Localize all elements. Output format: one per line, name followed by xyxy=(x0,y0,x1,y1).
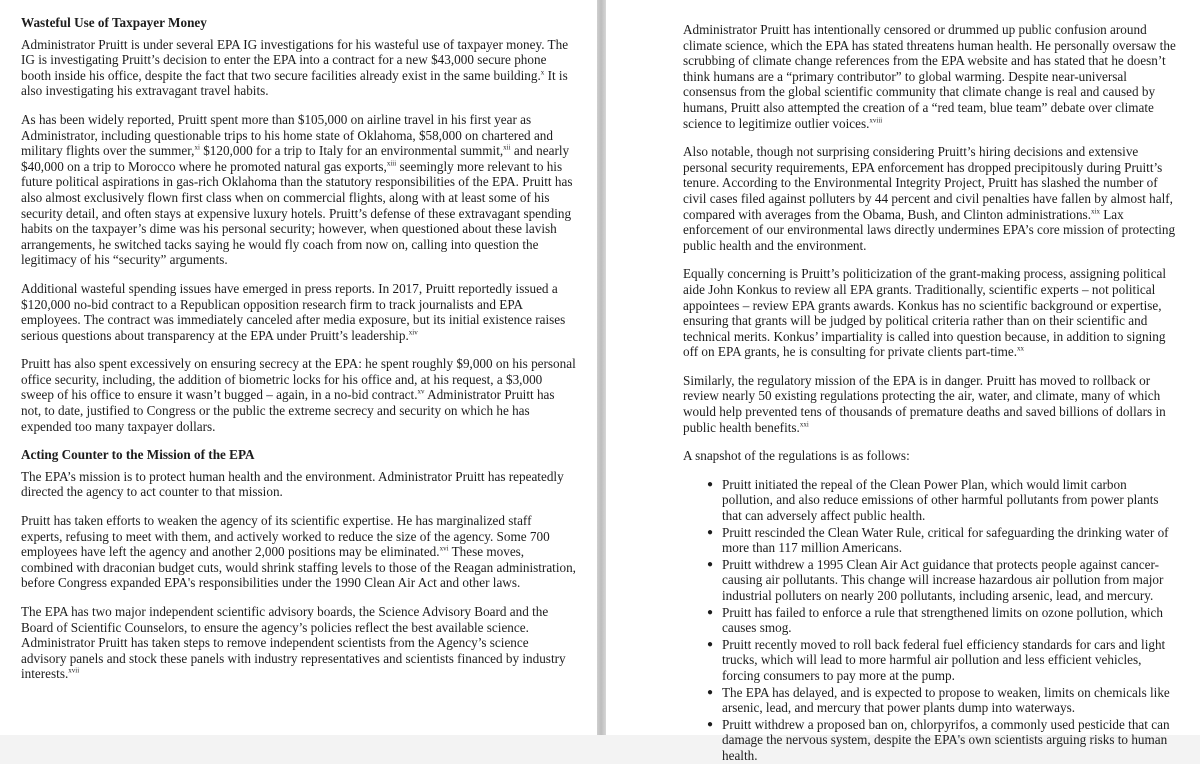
left-page xyxy=(0,0,597,735)
paragraph-climate-science: Administrator Pruitt has intentionally censored or drummed up public confusion around climate science, which the EPA has stated threatens human health. He personally oversaw the scrubbing of climate change references from the EPA website and has stated that he doesn’t think humans are a “primary contributor” to global warming. Despite near-universal consensus from the global scientific community that climate change is real and caused by humans, Pruitt also attempted the creation of a “red team, blue team” debate over climate science to legitimize outlier voices.$^{xviii}$ xyxy=(683,22,1176,131)
paragraph-scientific-expertise: Pruitt has taken efforts to weaken the agency of its scientific expertise. He has marginalized staff experts, refusing to meet with them, and actively worked to reduce the size of the agency. Some 700 employees have left the agency and another 2,000 positions may be eliminated.$^{xvi}$ These moves, combined with draconian budget cuts, would shrink staffing levels to those of the Reagan administration, before Congress expanded EPA's responsibilities under the 1990 Clean Air Act and other laws. xyxy=(21,513,576,591)
paragraph-travel-spending: As has been widely reported, Pruitt spent more than $105,000 on airline travel in his first year as Administrator, including questionable trips to his home state of Oklahoma, $58,000 on chartered and military flights over the summer,$^{xi}$ $120,000 for a trip to Italy for an environmental summit,$^{xii}$ and nearly $40,000 on a trip to Morocco where he promoted natural gas exports,$^{xiii}$ seemingly more relevant to his future political aspirations in gas-rich Oklahoma than the statutory responsibilities of the EPA. Pruitt has also almost exclusively flown first class when on commercial flights, along with at least some of his security detail, and often stays at expensive luxury hotels. Pruitt’s defense of these extravagant spending habits on the taxpayer’s dime was his personal security; however, when questioned about these lavish arrangements, he switched tacks saying he would fly coach from now on, calling into question the legitimacy of his “security” arguments. xyxy=(21,111,573,268)
heading-acting-counter: Acting Counter to the Mission of the EPA xyxy=(21,447,255,463)
footnote-ref: xiii xyxy=(386,159,397,168)
bullet-icon: ● xyxy=(707,686,714,698)
heading-wasteful-use: Wasteful Use of Taxpayer Money xyxy=(21,15,207,30)
bullet-icon: ● xyxy=(707,558,714,570)
bullet-icon: ● xyxy=(707,526,714,538)
footnote-ref: xix xyxy=(1091,207,1100,216)
footnote-ref: xv xyxy=(417,388,425,397)
regulations-list xyxy=(683,477,1182,764)
list-item: ● Pruitt rescinded the Clean Water Rule, critical for safeguarding the drinking water of more than 117 million Americans. xyxy=(707,524,1169,556)
list-item: ● Pruitt has failed to enforce a rule that strengthened limits on ozone pollution, which causes smog. xyxy=(707,604,1163,636)
page-gutter xyxy=(597,0,606,735)
paragraph-grant-politicization: Equally concerning is Pruitt’s politicization of the grant-making process, assigning political aide John Konkus to review all EPA grants. Traditionally, scientific experts – not political appointees – review EPA grants awards. Konkus has no scientific background or expertise, ensuring that grants will be judged by political criteria rather than on their scientific and technical merits. Konkus’ impartiality is called into question because, in addition to signing off on EPA grants, he is consulting for private clients part-time.$^{xx}$ xyxy=(683,266,1167,360)
list-item: ● Pruitt withdrew a 1995 Clean Air Act guidance that protects people against cancer-causing air pollutants. This change will increase hazardous air pollution from major industrial polluters on nearly 200 pollutants, including arsenic, lead, and mercury. xyxy=(707,556,1164,603)
footnote-ref: xvi xyxy=(439,544,449,553)
paragraph-ig-investigations: Administrator Pruitt is under several EPA IG investigations for his wasteful use of taxpayer money. The IG is investigating Pruitt’s decision to enter the EPA into a contract for a new $43,000 secure phone booth inside his office, despite the fact that two secure facilities already exist in the same building.$^x$ It is also investigating his extravagant travel habits. xyxy=(21,36,569,99)
bullet-icon: ● xyxy=(707,638,714,650)
paragraph-regulatory-mission: Similarly, the regulatory mission of the EPA is in danger. Pruitt has moved to rollback or review nearly 50 existing regulations protecting the air, water, and climate, many of which would help prevented tens of thousands of premature deaths and saved billions of dollars in public health benefits.$^{xxi}$ xyxy=(683,372,1166,435)
list-item: ● Pruitt recently moved to roll back federal fuel efficiency standards for cars and light trucks, which will lead to more harmful air pollution and less efficient vehicles, forcing consumers to pay more at the pump. xyxy=(707,636,1166,683)
footnote-ref: xxi xyxy=(799,420,809,429)
bullet-icon: ● xyxy=(707,606,714,618)
bullet-icon: ● xyxy=(707,478,714,490)
list-item: ● Pruitt initiated the repeal of the Clean Power Plan, which would limit carbon pollution, and also reduce emissions of other harmful pollutants from power plants that can adversely affect public health. xyxy=(707,476,1159,524)
footnote-ref: x xyxy=(540,68,545,77)
footnote-ref: xviii xyxy=(869,116,883,125)
list-item: ● Pruitt withdrew a proposed ban on, chlorpyrifos, a commonly used pesticide that can damage the nervous system, despite the EPA's own scientists arguing risks to human health. xyxy=(707,716,1170,763)
paragraph-snapshot-intro: A snapshot of the regulations is as follows: xyxy=(683,448,910,464)
right-page xyxy=(606,0,1200,763)
bullet-icon: ● xyxy=(707,718,714,730)
paragraph-secrecy-spending: Pruitt has also spent excessively on ensuring secrecy at the EPA: he spent roughly $9,000 on his personal office security, including, the addition of biometric locks for his office and, at his request, a $3,000 sweep of his office to ensure it wasn’t bugged – again, in a no-bid contract.$^{xv}$ Administrator Pruitt has not, to date, justified to Congress or the public the extreme secrecy and security on which he has expended too many taxpayer dollars. xyxy=(21,356,576,434)
footnote-ref: xvii xyxy=(68,666,80,675)
list-item: ● The EPA has delayed, and is expected to propose to weaken, limits on chemicals like arsenic, lead, and mercury that power plants dump into waterways. xyxy=(707,684,1170,716)
paragraph-epa-mission: The EPA’s mission is to protect human health and the environment. Administrator Pruitt has repeatedly directed the agency to act counter to that mission. xyxy=(21,468,564,500)
paragraph-no-bid-contract: Additional wasteful spending issues have emerged in press reports. In 2017, Pruitt reportedly issued a $120,000 no-bid contract to a Republican opposition research firm to track journalists and EPA employees. The contract was immediately canceled after media exposure, but its initial existence raises serious questions about transparency at the EPA under Pruitt’s leadership.$^{xiv}$ xyxy=(21,280,566,343)
footnote-ref: xi xyxy=(194,143,200,152)
footnote-ref: xx xyxy=(1017,344,1025,353)
paragraph-advisory-boards: The EPA has two major independent scientific advisory boards, the Science Advisory Board and the Board of Scientific Counselors, to ensure the agency’s policies reflect the best available science. Administrator Pruitt has taken steps to remove independent scientists from the Agency’s science advisory panels and stock these panels with industry representatives and scientists financed by industry interests.$^{xvii}$ xyxy=(21,604,566,682)
footnote-ref: xiv xyxy=(408,328,418,337)
paragraph-enforcement: Also notable, though not surprising considering Pruitt’s hiring decisions and extensive personal security requirements, EPA enforcement has dropped precipitously during Pruitt’s tenure. According to the Environmental Integrity Project, Pruitt has slashed the number of civil cases filed against polluters by 44 percent and civil penalties have fallen by almost half, compared with averages from the Obama, Bush, and Clinton administrations.$^{xix}$ Lax enforcement of our environmental laws directly undermines EPA’s core mission of protecting public health and the environment. xyxy=(683,144,1176,253)
footnote-ref: xii xyxy=(503,143,511,152)
